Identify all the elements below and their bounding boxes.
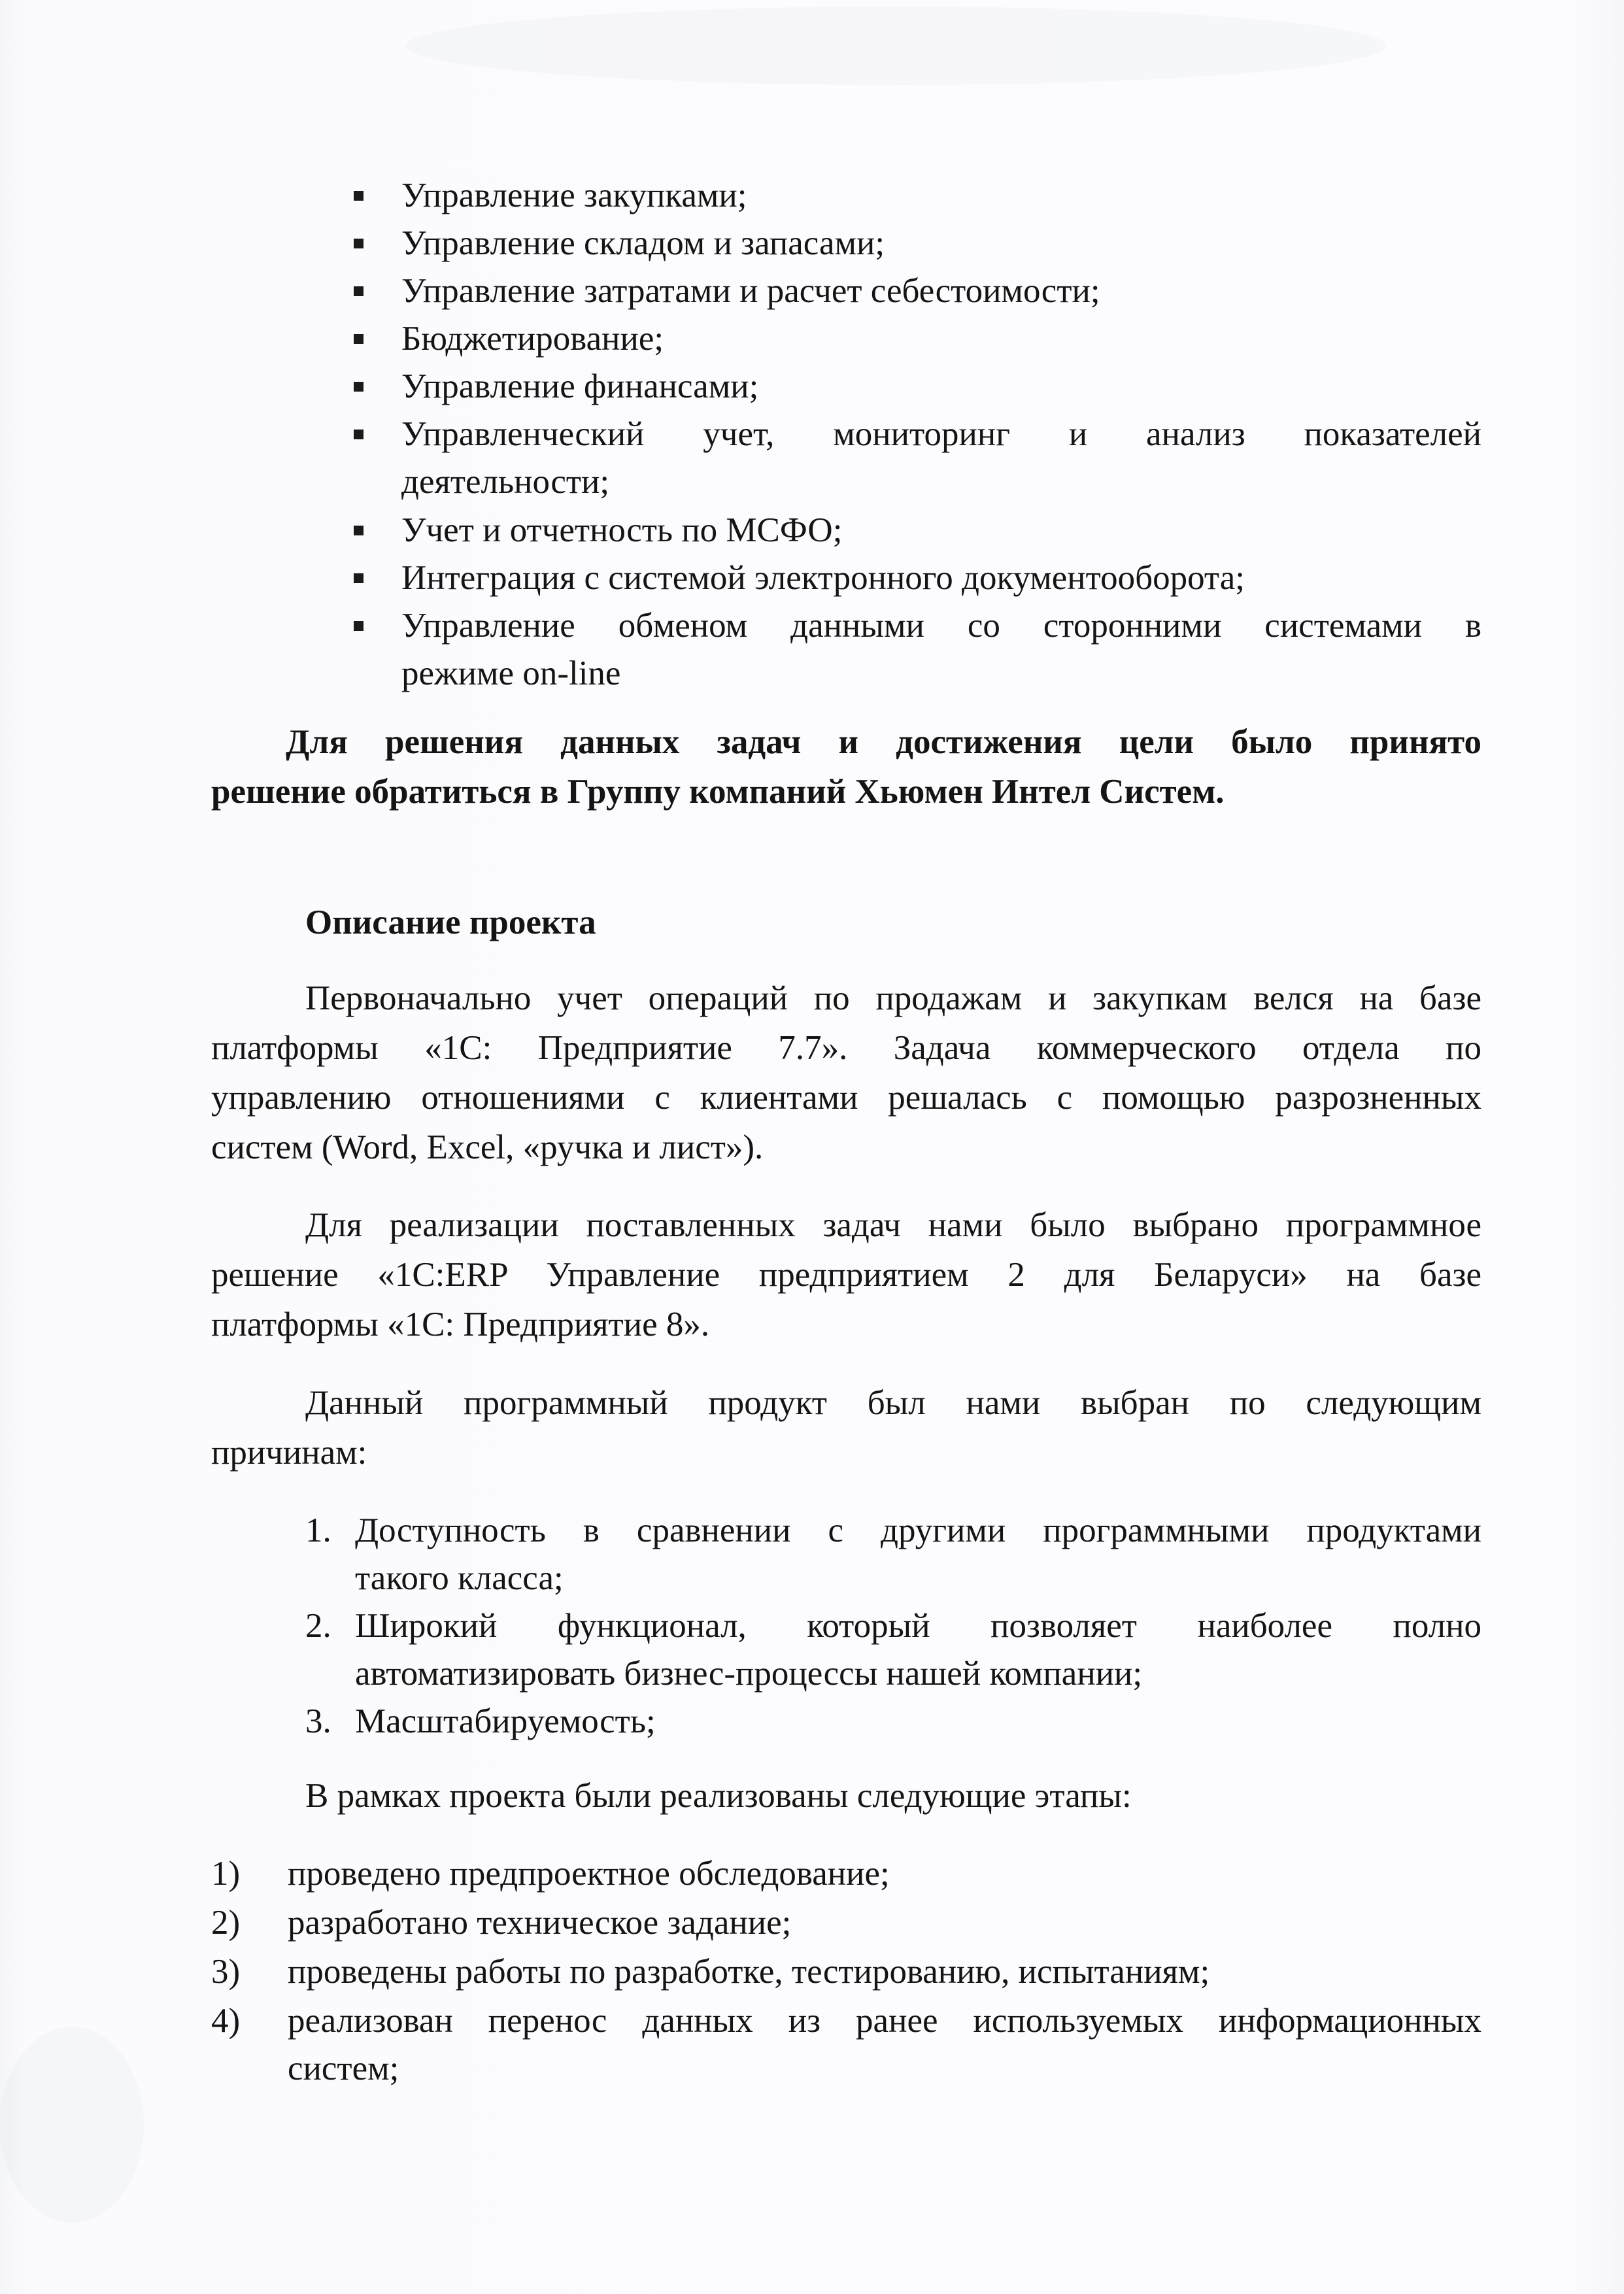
paragraph-line: причинам: — [211, 1434, 367, 1472]
bullet-item: Управленческий учет, мониторинг и анализ показателей — [401, 415, 1481, 453]
scan-shadow — [405, 7, 1386, 85]
reason-number: 2. — [305, 1607, 331, 1645]
stage-item: проведено предпроектное обследование; — [288, 1855, 890, 1893]
bullet-item: Управление затратами и расчет себестоимости; — [401, 272, 1100, 310]
reason-item-continuation: автоматизировать бизнес-процессы нашей компании; — [355, 1655, 1143, 1693]
bullet-item: Бюджетирование; — [401, 320, 664, 358]
bullet-marker — [354, 286, 364, 296]
bullet-item-continuation: деятельности; — [401, 463, 610, 501]
stage-number: 2) — [211, 1904, 241, 1942]
stage-item: проведены работы по разработке, тестированию, испытаниям; — [288, 1953, 1210, 1991]
bullet-item: Интеграция с системой электронного документооборота; — [401, 559, 1245, 597]
bullet-marker — [354, 430, 364, 439]
paragraph-line: Первоначально учет операций по продажам и закупкам велся на базе — [305, 979, 1481, 1017]
section-title: Описание проекта — [305, 903, 596, 941]
bullet-marker — [354, 621, 364, 631]
stage-item-continuation: систем; — [288, 2049, 399, 2087]
stage-item: разработано техническое задание; — [288, 1904, 792, 1942]
paragraph-line: платформы «1С: Предприятие 7.7». Задача коммерческого отдела по — [211, 1029, 1481, 1067]
stage-number: 1) — [211, 1855, 241, 1893]
reason-item: Широкий функционал, который позволяет наиболее полно — [355, 1607, 1481, 1645]
bullet-item-continuation: режиме on-line — [401, 654, 621, 692]
reason-item: Доступность в сравнении с другими программными продуктами — [355, 1511, 1481, 1549]
paragraph-line: платформы «1С: Предприятие 8». — [211, 1306, 710, 1343]
bullet-item: Управление закупками; — [401, 177, 747, 214]
reason-item-continuation: такого класса; — [355, 1559, 564, 1597]
paragraph-line: решение «1С:ERP Управление предприятием 2 для Беларуси» на базе — [211, 1256, 1481, 1294]
bullet-item: Учет и отчетность по МСФО; — [401, 511, 843, 549]
bullet-marker — [354, 334, 364, 344]
bullet-item: Управление финансами; — [401, 367, 759, 405]
decision-line: Для решения данных задач и достижения цели было принято — [286, 723, 1481, 761]
reason-item: Масштабируемость; — [355, 1702, 656, 1740]
stage-number: 4) — [211, 2002, 241, 2040]
paragraph-line: Данный программный продукт был нами выбран по следующим — [305, 1384, 1481, 1422]
stage-item: реализован перенос данных из ранее используемых информационных — [288, 2002, 1481, 2040]
scan-shadow — [0, 2027, 144, 2223]
paragraph-line: управлению отношениями с клиентами решалась с помощью разрозненных — [211, 1079, 1481, 1117]
bullet-item: Управление складом и запасами; — [401, 224, 885, 262]
bullet-item: Управление обменом данными со сторонними системами в — [401, 607, 1481, 645]
bullet-marker — [354, 382, 364, 392]
paragraph-line: Для реализации поставленных задач нами было выбрано программное — [305, 1206, 1481, 1244]
paragraph-line: систем (Word, Excel, «ручка и лист»). — [211, 1128, 764, 1166]
bullet-marker — [354, 526, 364, 535]
reason-number: 3. — [305, 1702, 331, 1740]
reason-number: 1. — [305, 1511, 331, 1549]
bullet-marker — [354, 573, 364, 583]
decision-line: решение обратиться в Группу компаний Хьюмен Интел Систем. — [211, 773, 1225, 811]
stages-intro: В рамках проекта были реализованы следующие этапы: — [305, 1777, 1132, 1815]
stage-number: 3) — [211, 1953, 241, 1991]
bullet-marker — [354, 239, 364, 248]
bullet-marker — [354, 191, 364, 201]
